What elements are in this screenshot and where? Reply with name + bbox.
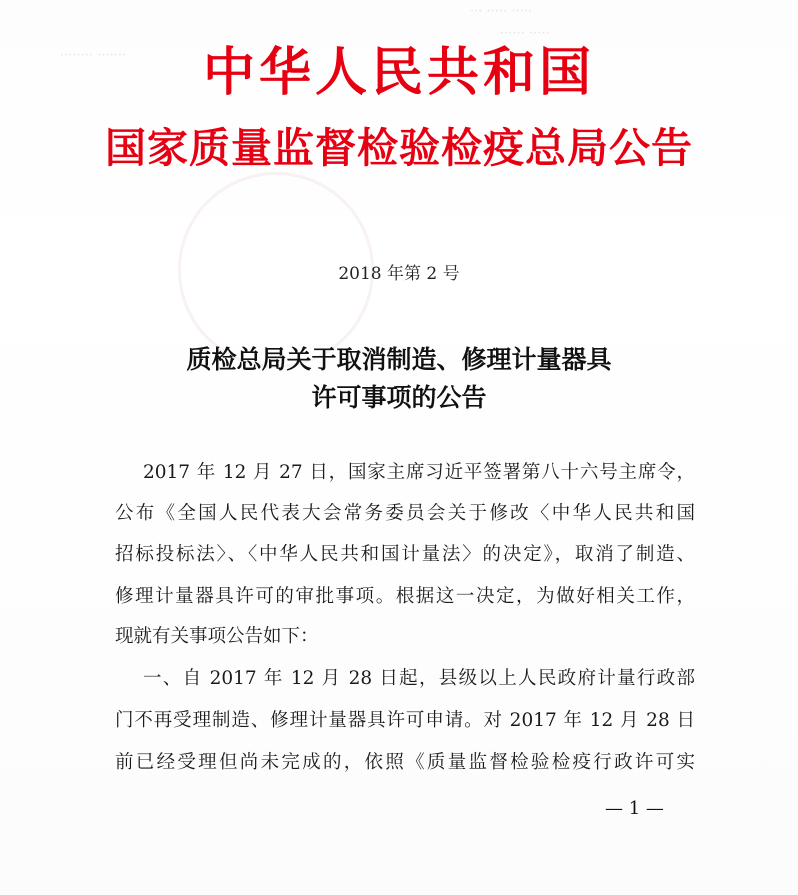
body-paragraph-line: 现就有关事项公告如下： — [115, 626, 319, 647]
body-paragraph-line: 门不再受理制造、修理计量器具许可申请。对 2017 年 12 月 28 日 — [115, 710, 695, 731]
body-paragraph-line: 招标投标法〉、〈中华人民共和国计量法〉的决定》，取消了制造、 — [115, 544, 695, 565]
body-paragraph-line: 公布《全国人民代表大会常务委员会关于修改〈中华人民共和国 — [115, 503, 695, 524]
show-through-text: ··· ····· ····· — [470, 4, 532, 19]
body-paragraph-line: 修理计量器具许可的审批事项。根据这一决定，为做好相关工作， — [115, 586, 695, 607]
show-through-text: ········ ······· — [60, 48, 127, 63]
body-paragraph-line: 前已经受理但尚未完成的，依照《质量监督检验检疫行政许可实 — [115, 752, 695, 773]
document-number: 2018 年第 2 号 — [338, 264, 460, 284]
body-paragraph-line: 2017 年 12 月 27 日，国家主席习近平签署第八十六号主席令， — [143, 462, 695, 483]
header-subtitle: 国家质量监督检验检疫总局公告 — [105, 124, 693, 172]
body-paragraph-line: 一、自 2017 年 12 月 28 日起，县级以上人民政府计量行政部 — [143, 668, 695, 689]
document-title-line: 质检总局关于取消制造、修理计量器具 — [186, 345, 612, 374]
document-title-line: 许可事项的公告 — [311, 383, 487, 412]
show-through-text: ······ ····· — [500, 26, 550, 41]
page-number: — 1 — — [605, 798, 664, 819]
header-title: 中华人民共和国 — [202, 42, 595, 103]
